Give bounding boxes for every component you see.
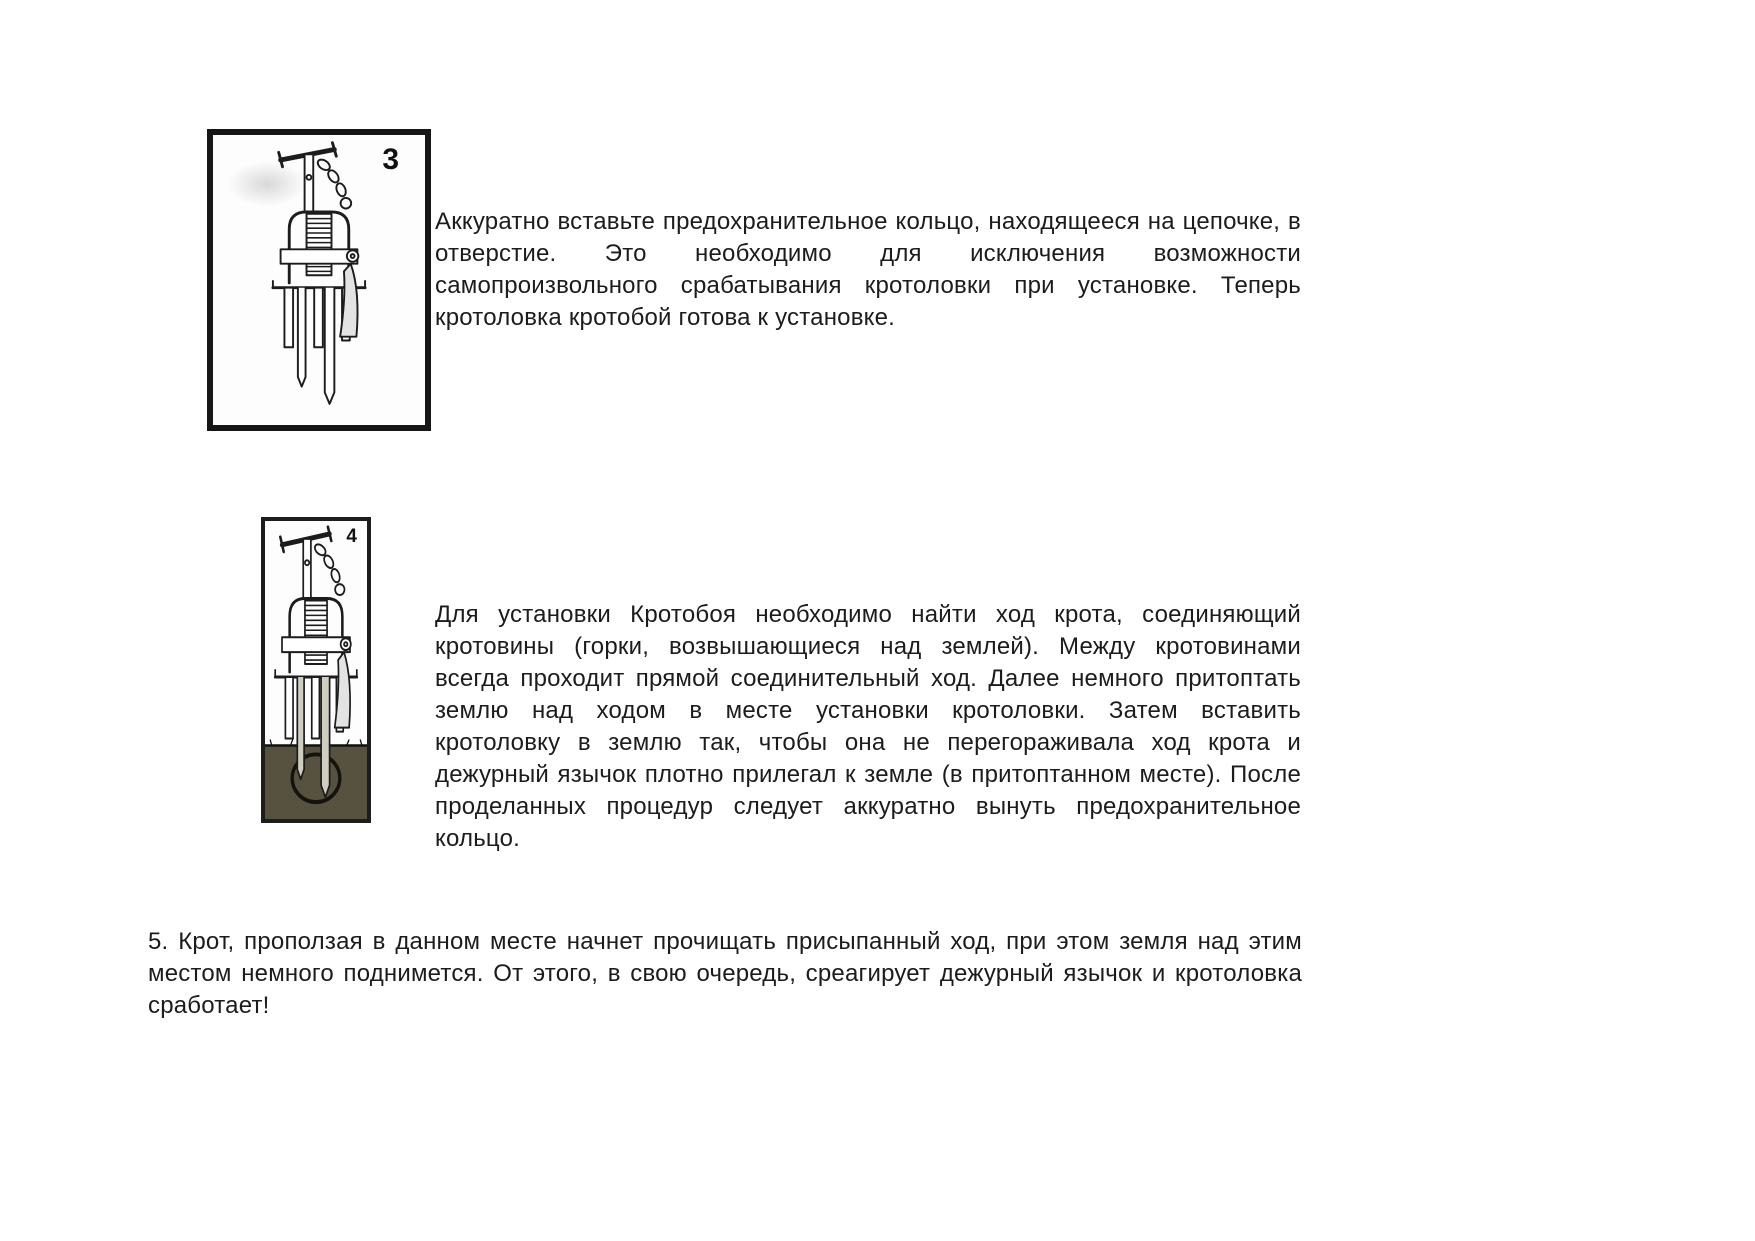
figure-4-frame <box>261 517 371 823</box>
step-4-text: Для установки Кротобоя необходимо найти ход крота, соединяющий кротовины (горки, возвышающиеся над землей). Между кротовинами всегда проходит прямой соединительный ход. Далее немного притоптать землю над ходом в месте установки кротоловки. Затем вставить кротоловку в землю так, чтобы она не перегораживала ход крота и дежурный язычок плотно прилегал к земле (в притоптанном месте). После проделанных процедур следует аккуратно вынуть предохранительное кольцо. <box>435 601 1301 852</box>
step-3-text: Аккуратно вставьте предохранительное кольцо, находящееся на цепочке, в отверстие. Это необходимо для исключения возможности самопроизвольного срабатывания кротоловки при установке. Теперь кротоловка кротобой готова к установке. <box>435 208 1301 331</box>
mole-trap-illustration <box>243 137 395 425</box>
figure-3-frame <box>207 129 431 431</box>
figure-3-number: 3 <box>382 143 399 176</box>
step-5-text: 5. Крот, проползая в данном месте начнет прочищать присыпанный ход, при этом земля над этим местом немного поднимется. От этого, в свою очередь, среагирует дежурный язычок и кротоловка сработает! <box>148 928 1302 1019</box>
mole-trap-in-soil-illustration <box>265 521 367 819</box>
figure-4-number: 4 <box>346 526 357 547</box>
